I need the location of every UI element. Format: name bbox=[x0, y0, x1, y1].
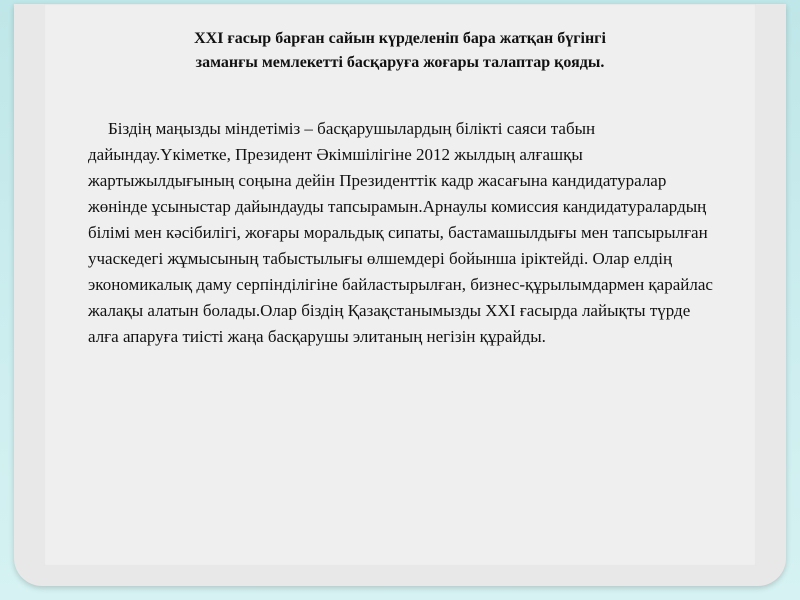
slide-title-line-2: заманғы мемлекетті басқаруға жоғары талаптар қояды. bbox=[195, 54, 605, 71]
slide-body-paragraph: Біздің маңызды міндетіміз – басқарушылардың білікті саяси табын дайындау.Үкіметке, Президент Әкімшілігіне 2012 жылдың алғашқы жартыжылдығының соңына дейін Президенттік кадр жасағына кандидатуралар жөнінде ұсыныстар дайындауды тапсырамын.Арнаулы комиссия кандидатуралардың білімі мен кәсібилігі, жоғары моральдық сипаты, бастамашылдығы мен тапсырылған учаскедегі жұмысының табыстылығы өлшемдері бойынша іріктейді. Олар елдің экономикалық даму серпінділігіне байластырылған, бизнес-құрылымдармен қарайлас жалақы алатын болады.Олар біздің Қазақстанымызды XXI ғасырда лайықты түрде алға апаруға тиісті жаңа басқарушы элитаның негізін құрайды. bbox=[88, 119, 713, 346]
slide-title-line-1: XXI ғасыр барған сайын күрделеніп бара жатқан бүгінгі bbox=[194, 30, 606, 47]
slide-title bbox=[90, 27, 710, 75]
